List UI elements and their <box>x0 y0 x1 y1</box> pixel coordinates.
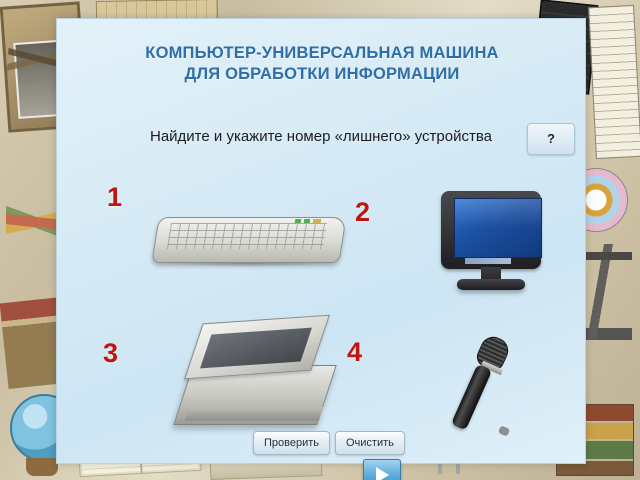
answer-number-4[interactable]: 4 <box>347 337 363 367</box>
microphone-body <box>451 364 492 431</box>
keyboard-image[interactable] <box>155 209 341 271</box>
play-arrow-icon <box>376 467 389 480</box>
microphone-tip <box>498 425 510 436</box>
microphone-image[interactable] <box>455 335 529 441</box>
monitor-base <box>457 279 525 290</box>
scanner-image[interactable] <box>177 319 337 437</box>
check-button[interactable]: Проверить <box>253 431 330 455</box>
title-line-2: ДЛЯ ОБРАБОТКИ ИНФОРМАЦИИ <box>184 65 460 83</box>
next-slide-button[interactable] <box>363 459 401 480</box>
monitor-screen <box>454 198 542 258</box>
answer-number-1[interactable]: 1 <box>107 182 123 212</box>
monitor-case <box>441 191 541 269</box>
title-line-1: КОМПЬЮТЕР-УНИВЕРСАЛЬНАЯ МАШИНА <box>145 44 499 62</box>
slide-panel <box>56 18 586 464</box>
keyboard-keys <box>167 223 327 249</box>
task-instruction: Найдите и укажите номер «лишнего» устройства <box>150 128 492 145</box>
monitor-logo <box>465 258 511 264</box>
monitor-image[interactable] <box>435 191 547 301</box>
answer-number-3[interactable]: 3 <box>103 338 119 368</box>
hint-badge[interactable]: ? <box>527 123 575 155</box>
controls-bar <box>253 431 433 457</box>
notebook-decoration <box>588 5 640 159</box>
answer-number-2[interactable]: 2 <box>355 197 371 227</box>
globe-stand-decoration <box>26 458 58 476</box>
clear-button[interactable]: Очистить <box>335 431 405 455</box>
scanner-front-panel <box>185 407 324 421</box>
page-title <box>99 43 545 85</box>
keyboard-leds <box>295 219 322 223</box>
